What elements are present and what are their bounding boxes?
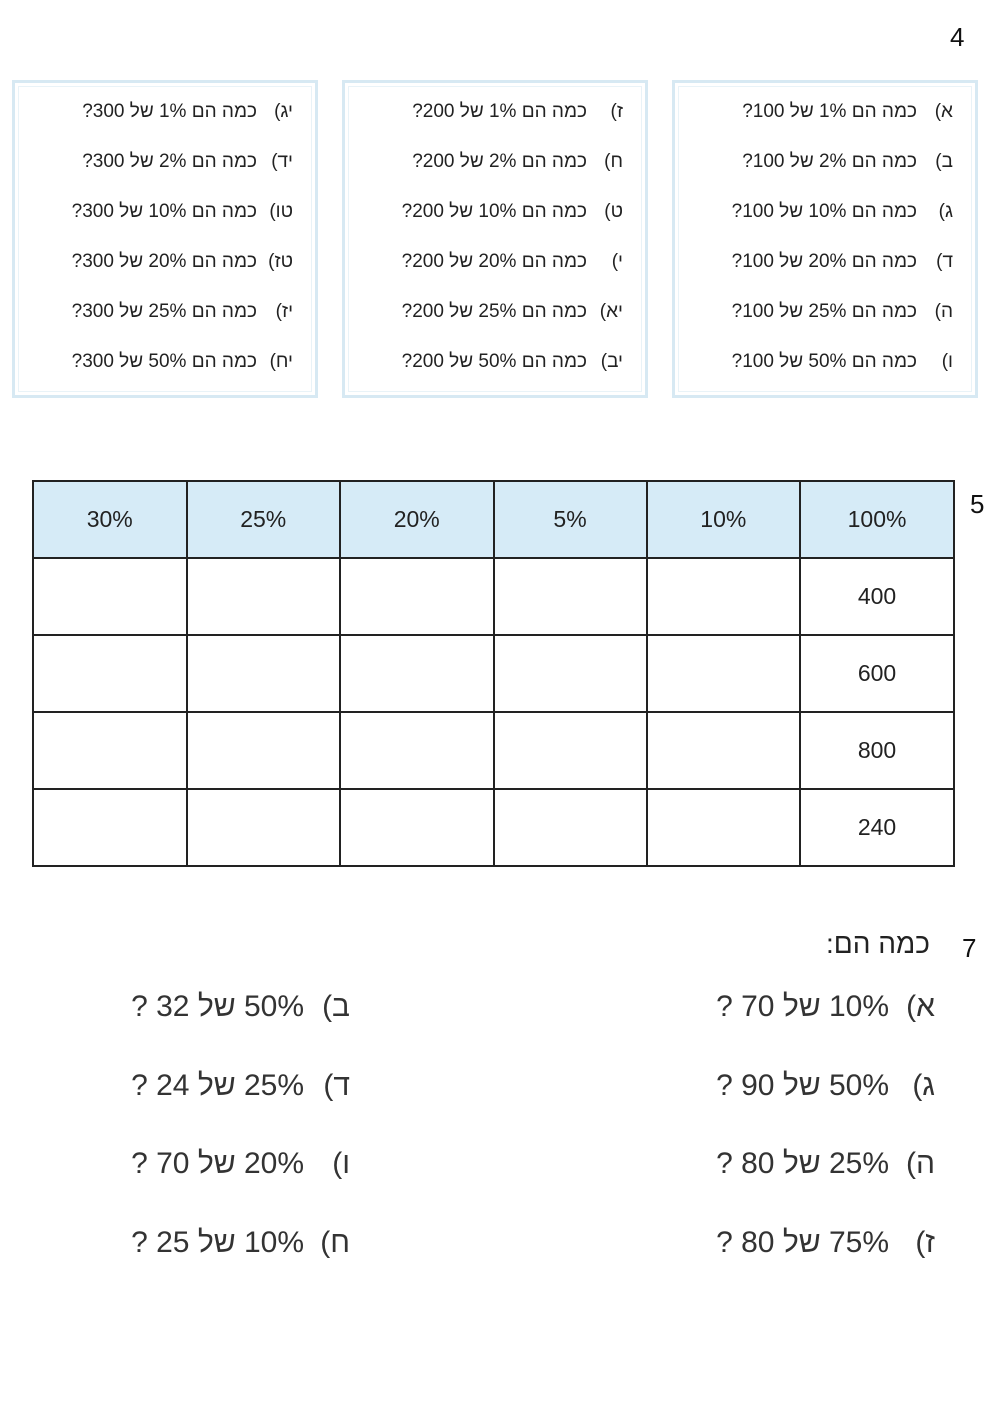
question-label: ד) bbox=[323, 1069, 350, 1102]
question-label: ח) bbox=[604, 151, 623, 172]
exercise-number-4: 4 bbox=[950, 22, 965, 52]
question-label: ב) bbox=[935, 151, 953, 172]
question-text: כמה הם 2% של 200? bbox=[412, 151, 587, 172]
answer-cell[interactable] bbox=[647, 635, 801, 712]
question-label: א) bbox=[906, 990, 935, 1023]
exercise-7-title: כמה הם: bbox=[826, 928, 930, 959]
question-item bbox=[716, 990, 935, 1024]
question-item bbox=[345, 141, 645, 191]
answer-cell[interactable] bbox=[187, 789, 341, 866]
question-item bbox=[345, 341, 645, 391]
question-item bbox=[15, 91, 315, 141]
column-header: 5% bbox=[494, 481, 647, 558]
question-label: ח) bbox=[320, 1226, 350, 1259]
column-header: 25% bbox=[187, 481, 341, 558]
question-text: כמה הם 2% של 300? bbox=[82, 151, 257, 172]
answer-cell[interactable] bbox=[494, 789, 647, 866]
table-header-row bbox=[33, 481, 954, 558]
question-text: כמה הם 10% של 100? bbox=[731, 201, 917, 222]
question-text: כמה הם 1% של 200? bbox=[412, 101, 587, 122]
column-header: 100% bbox=[800, 481, 954, 558]
question-label: טז) bbox=[268, 251, 293, 272]
base-value-cell: 600 bbox=[800, 635, 954, 712]
question-item bbox=[716, 1069, 935, 1103]
question-box-200 bbox=[342, 80, 648, 398]
question-label: טו) bbox=[269, 201, 293, 222]
exercise-number-7: 7 bbox=[962, 933, 977, 963]
question-item bbox=[716, 1147, 935, 1181]
answer-cell[interactable] bbox=[647, 789, 801, 866]
question-label: יג) bbox=[274, 101, 293, 122]
answer-cell[interactable] bbox=[187, 635, 341, 712]
question-label: ז) bbox=[610, 101, 623, 122]
question-item bbox=[345, 241, 645, 291]
question-text: 50% של 90 ? bbox=[716, 1069, 889, 1102]
column-header: 10% bbox=[647, 481, 801, 558]
question-item bbox=[675, 91, 975, 141]
question-item bbox=[15, 291, 315, 341]
question-item bbox=[131, 1069, 350, 1103]
question-item bbox=[131, 1147, 350, 1181]
question-text: כמה הם 25% של 100? bbox=[731, 301, 917, 322]
question-label: יב) bbox=[600, 351, 623, 372]
question-text: כמה הם 20% של 200? bbox=[401, 251, 587, 272]
question-item bbox=[15, 341, 315, 391]
answer-cell[interactable] bbox=[340, 712, 494, 789]
question-text: כמה הם 20% של 100? bbox=[731, 251, 917, 272]
question-text: 50% של 32 ? bbox=[131, 990, 304, 1023]
table-row bbox=[33, 558, 954, 635]
answer-cell[interactable] bbox=[187, 558, 341, 635]
percent-table bbox=[32, 480, 955, 867]
question-text: כמה הם 10% של 200? bbox=[401, 201, 587, 222]
question-item bbox=[345, 291, 645, 341]
question-label: ו) bbox=[332, 1147, 350, 1180]
question-label: ז) bbox=[915, 1226, 935, 1259]
question-text: כמה הם 50% של 300? bbox=[71, 351, 257, 372]
answer-cell[interactable] bbox=[33, 558, 187, 635]
answer-cell[interactable] bbox=[494, 712, 647, 789]
question-box-100 bbox=[672, 80, 978, 398]
answer-cell[interactable] bbox=[187, 712, 341, 789]
question-item bbox=[675, 341, 975, 391]
question-label: יז) bbox=[275, 301, 293, 322]
question-text: 10% של 25 ? bbox=[131, 1226, 304, 1259]
question-text: כמה הם 2% של 100? bbox=[742, 151, 917, 172]
question-text: 10% של 70 ? bbox=[716, 990, 889, 1023]
base-value-cell: 800 bbox=[800, 712, 954, 789]
base-value-cell: 400 bbox=[800, 558, 954, 635]
table-row bbox=[33, 635, 954, 712]
answer-cell[interactable] bbox=[33, 635, 187, 712]
question-label: יח) bbox=[269, 351, 293, 372]
question-item bbox=[15, 191, 315, 241]
question-label: ה) bbox=[905, 1147, 935, 1180]
answer-cell[interactable] bbox=[33, 789, 187, 866]
question-item bbox=[15, 141, 315, 191]
question-text: כמה הם 50% של 200? bbox=[401, 351, 587, 372]
question-label: א) bbox=[934, 101, 953, 122]
question-label: ב) bbox=[322, 990, 350, 1023]
question-item bbox=[131, 990, 350, 1024]
question-text: 25% של 24 ? bbox=[131, 1069, 304, 1102]
answer-cell[interactable] bbox=[494, 635, 647, 712]
question-item bbox=[675, 241, 975, 291]
question-label: י) bbox=[611, 251, 623, 272]
question-label: יא) bbox=[599, 301, 623, 322]
table-row bbox=[33, 789, 954, 866]
question-item bbox=[15, 241, 315, 291]
question-text: כמה הם 25% של 200? bbox=[401, 301, 587, 322]
question-text: כמה הם 25% של 300? bbox=[71, 301, 257, 322]
answer-cell[interactable] bbox=[33, 712, 187, 789]
column-header: 30% bbox=[33, 481, 187, 558]
question-item bbox=[345, 191, 645, 241]
question-item bbox=[675, 291, 975, 341]
question-label: ו) bbox=[941, 351, 953, 372]
question-text: 25% של 80 ? bbox=[716, 1147, 889, 1180]
question-item bbox=[131, 1226, 350, 1260]
answer-cell[interactable] bbox=[340, 635, 494, 712]
question-item bbox=[675, 191, 975, 241]
answer-cell[interactable] bbox=[494, 558, 647, 635]
question-label: ה) bbox=[934, 301, 953, 322]
question-label: יד) bbox=[271, 151, 293, 172]
question-text: 20% של 70 ? bbox=[131, 1147, 304, 1180]
question-text: כמה הם 1% של 300? bbox=[82, 101, 257, 122]
question-text: כמה הם 50% של 100? bbox=[731, 351, 917, 372]
question-box-300 bbox=[12, 80, 318, 398]
question-text: כמה הם 10% של 300? bbox=[71, 201, 257, 222]
question-label: ד) bbox=[936, 251, 953, 272]
question-label: ג) bbox=[938, 201, 953, 222]
base-value-cell: 240 bbox=[800, 789, 954, 866]
answer-cell[interactable] bbox=[340, 558, 494, 635]
question-text: כמה הם 1% של 100? bbox=[742, 101, 917, 122]
question-label: ט) bbox=[604, 201, 623, 222]
question-item bbox=[716, 1226, 935, 1260]
question-text: 75% של 80 ? bbox=[716, 1226, 889, 1259]
exercise-number-5: 5 bbox=[970, 489, 985, 519]
question-text: כמה הם 20% של 300? bbox=[71, 251, 257, 272]
question-item bbox=[675, 141, 975, 191]
table-row bbox=[33, 712, 954, 789]
answer-cell[interactable] bbox=[647, 558, 801, 635]
answer-cell[interactable] bbox=[340, 789, 494, 866]
question-item bbox=[345, 91, 645, 141]
answer-cell[interactable] bbox=[647, 712, 801, 789]
question-label: ג) bbox=[912, 1069, 935, 1102]
column-header: 20% bbox=[340, 481, 494, 558]
